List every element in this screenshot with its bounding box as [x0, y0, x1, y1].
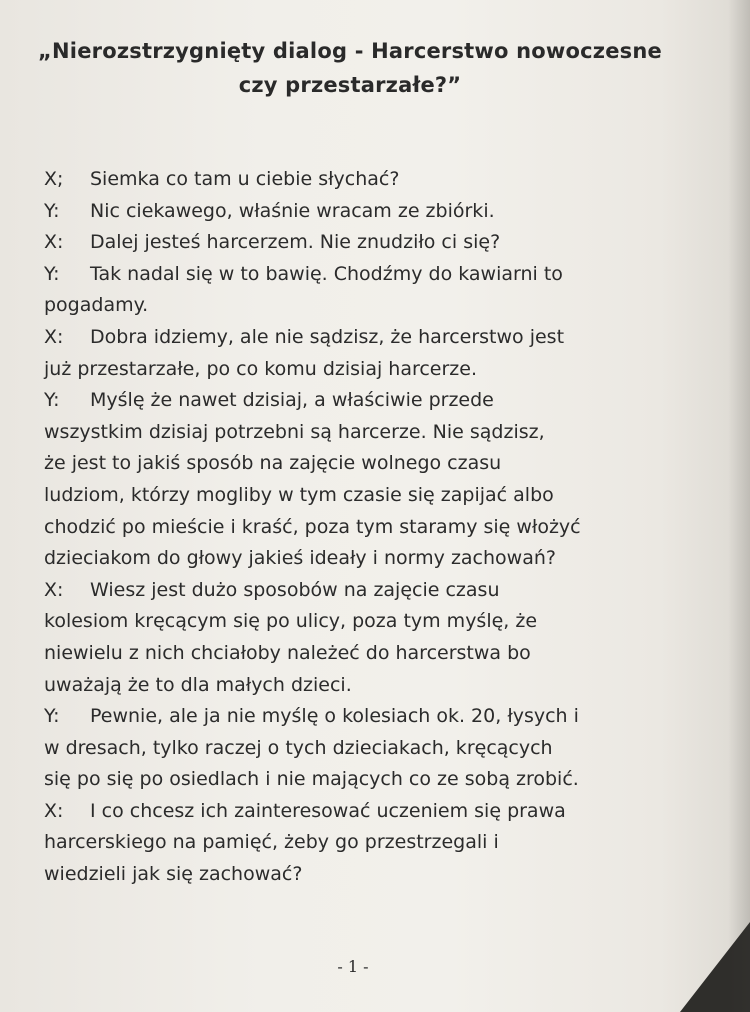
- line-text: wszystkim dzisiaj potrzebni są harcerze. Nie sądzisz,: [44, 420, 545, 443]
- line-text: ludziom, którzy mogliby w tym czasie się zapijać albo: [44, 483, 554, 506]
- speaker-label: Y:: [44, 262, 60, 285]
- line-text: uważają że to dla małych dzieci.: [44, 673, 352, 696]
- dialog-line: [44, 827, 654, 859]
- speaker-label: X:: [44, 231, 64, 254]
- line-text: Pewnie, ale ja nie myślę o kolesiach ok. 20, łysych i: [90, 705, 579, 728]
- line-text: wiedzieli jak się zachować?: [44, 863, 303, 886]
- speaker-label: Y:: [44, 199, 60, 222]
- title-line-2: czy przestarzałe?”: [238, 73, 462, 97]
- document-title: [30, 34, 670, 102]
- dialog-line: [44, 701, 654, 733]
- line-text: Dobra idziemy, ale nie sądzisz, że harcerstwo jest: [90, 325, 565, 348]
- dialog-line: [44, 196, 654, 228]
- line-text: w dresach, tylko raczej o tych dzieciakach, kręcących: [44, 736, 553, 759]
- line-text: I co chcesz ich zainteresować uczeniem się prawa: [90, 799, 566, 822]
- dialog-line: [44, 575, 654, 607]
- dialog-body: [44, 164, 654, 891]
- speaker-label: X:: [44, 799, 64, 822]
- line-text: że jest to jakiś sposób na zajęcie wolnego czasu: [44, 452, 502, 475]
- dialog-line: [44, 322, 654, 354]
- line-text: Dalej jesteś harcerzem. Nie znudziło ci się?: [90, 231, 501, 254]
- speaker-label: X;: [44, 168, 64, 190]
- dialog-line: [44, 164, 654, 196]
- speaker-label: Y:: [44, 389, 60, 412]
- line-text: dzieciakom do głowy jakieś ideały i normy zachowań?: [44, 547, 556, 570]
- page-number: - 1 -: [337, 957, 369, 976]
- line-text: Nic ciekawego, właśnie wracam ze zbiórki.: [90, 199, 495, 222]
- line-text: Tak nadal się w to bawię. Chodźmy do kawiarni to: [90, 262, 563, 285]
- dialog-line: [44, 638, 654, 670]
- line-text: pogadamy.: [44, 294, 149, 317]
- dialog-line: [44, 259, 654, 291]
- line-text: się po się po osiedlach i nie mających co ze sobą zrobić.: [44, 768, 579, 791]
- dialog-line: [44, 512, 654, 544]
- dialog-line: [44, 733, 654, 765]
- line-text: harcerskiego na pamięć, żeby go przestrzegali i: [44, 831, 499, 854]
- dialog-line: [44, 480, 654, 512]
- speaker-label: Y:: [44, 705, 60, 728]
- line-text: kolesiom kręcącym się po ulicy, poza tym myślę, że: [44, 610, 538, 633]
- line-text: Siemka co tam u ciebie słychać?: [90, 168, 400, 190]
- dialog-line: [44, 543, 654, 575]
- page-corner-shadow: [680, 922, 750, 1012]
- dialog-line: [44, 354, 654, 386]
- line-text: już przestarzałe, po co komu dzisiaj harcerze.: [44, 357, 478, 380]
- speaker-label: X:: [44, 325, 64, 348]
- dialog-line: [44, 764, 654, 796]
- line-text: niewielu z nich chciałoby należeć do harcerstwa bo: [44, 641, 531, 664]
- dialog-line: [44, 796, 654, 828]
- speaker-label: X:: [44, 578, 64, 601]
- dialog-line: [44, 290, 654, 322]
- dialog-line: [44, 227, 654, 259]
- dialog-line: [44, 417, 654, 449]
- dialog-line: [44, 385, 654, 417]
- line-text: chodzić po mieście i kraść, poza tym staramy się włożyć: [44, 515, 581, 538]
- title-line-1: „Nierozstrzygnięty dialog - Harcerstwo nowoczesne: [38, 39, 662, 63]
- dialog-line: [44, 606, 654, 638]
- dialog-line: [44, 670, 654, 702]
- line-text: Wiesz jest dużo sposobów na zajęcie czasu: [90, 578, 500, 601]
- dialog-line: [44, 859, 654, 891]
- dialog-line: [44, 448, 654, 480]
- line-text: Myślę że nawet dzisiaj, a właściwie przede: [90, 389, 494, 412]
